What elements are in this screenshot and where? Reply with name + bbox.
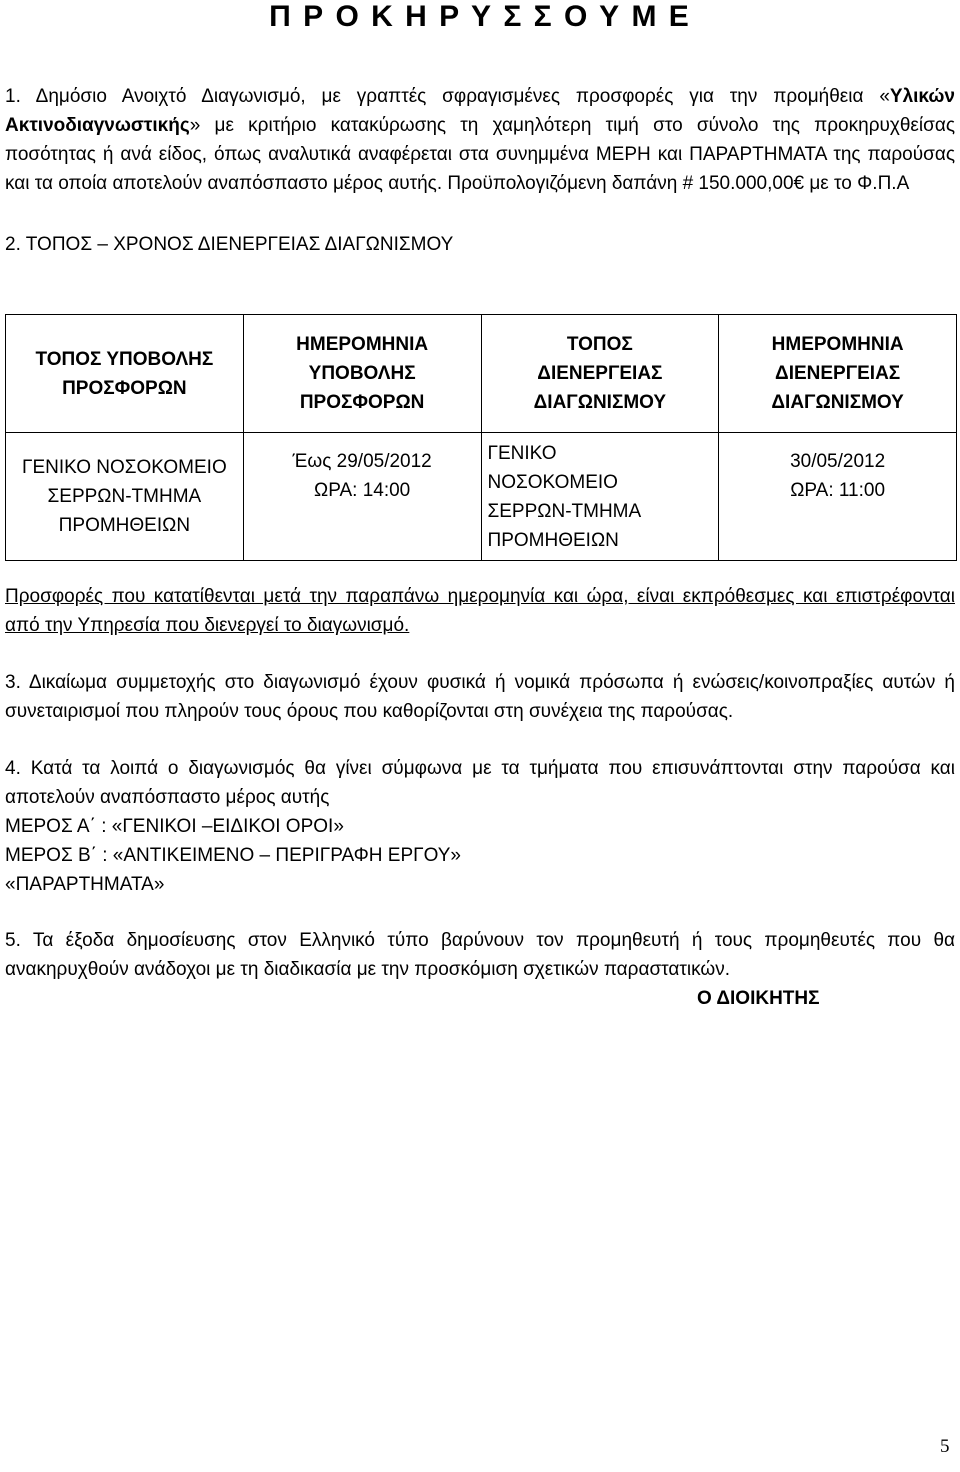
header-line: ΠΡΟΣΦΟΡΩΝ xyxy=(299,392,425,413)
cell-submission-place xyxy=(6,433,244,561)
header-line: ΠΡΟΣΦΟΡΩΝ xyxy=(62,377,187,399)
section-2-heading: 2. ΤΟΠΟΣ – ΧΡΟΝΟΣ ΔΙΕΝΕΡΓΕΙΑΣ ΔΙΑΓΩΝΙΣΜΟΥ xyxy=(5,234,454,255)
page-number: 5 xyxy=(940,1436,950,1457)
cell-line: ΣΕΡΡΩΝ-ΤΜΗΜΑ xyxy=(487,500,642,522)
schedule-header-row xyxy=(6,315,957,433)
header-line: ΗΜΕΡΟΜΗΝΙΑ xyxy=(771,334,904,355)
section-5-paragraph: 5. Τα έξοδα δημοσίευσης στον Ελληνικό τύπο βαρύνουν τον προμηθευτή ή τους προμηθευτές που θα ανακηρυχθούν ανάδοχοι με τη διαδικασία με την προσκόμιση σχετικών παραστατικών. xyxy=(5,930,955,980)
cell-line: ΓΕΝΙΚΟ ΝΟΣΟΚΟΜΕΙΟ xyxy=(22,457,227,478)
annexes-line: «ΠΑΡΑΡΤΗΜΑΤΑ» xyxy=(5,874,165,895)
cell-line: 30/05/2012 xyxy=(790,451,886,472)
document-title: Π Ρ Ο Κ Η Ρ Υ Σ Σ Ο Υ Μ Ε xyxy=(269,0,691,33)
header-line: ΔΙΑΓΩΝΙΣΜΟΥ xyxy=(533,392,667,413)
part-a-line: ΜΕΡΟΣ Α΄ : «ΓΕΝΙΚΟΙ –ΕΙΔΙΚΟΙ ΟΡΟΙ» xyxy=(5,816,344,837)
header-line: ΔΙΕΝΕΡΓΕΙΑΣ xyxy=(775,363,901,384)
section-1-item-name: Υλικών Ακτινοδιαγνωστικής xyxy=(5,86,955,136)
cell-line: ΠΡΟΜΗΘΕΙΩΝ xyxy=(58,515,191,536)
part-b-line: ΜΕΡΟΣ Β΄ : «ΑΝΤΙΚΕΙΜΕΝΟ – ΠΕΡΙΓΡΑΦΗ ΕΡΓΟΥ» xyxy=(5,845,461,866)
cell-line: ΝΟΣΟΚΟΜΕΙΟ xyxy=(487,471,618,493)
header-line: ΔΙΕΝΕΡΓΕΙΑΣ xyxy=(537,363,663,384)
header-tender-place xyxy=(481,315,719,433)
signature-title: Ο ΔΙΟΙΚΗΤΗΣ xyxy=(697,988,820,1009)
header-submission-date xyxy=(243,315,481,433)
section-1-lead: 1. Δημόσιο Ανοιχτό Διαγωνισμό, με γραπτές σφραγισμένες προσφορές για την προμήθεια « xyxy=(5,86,890,107)
section-1-rest: » με κριτήριο κατακύρωσης τη χαμηλότερη τιμή στο σύνολο της προκηρυχθείσας ποσότητας ή ανά είδος, όπως αναλυτικά αναφέρεται στα συνημμένα ΜΕΡΗ και ΠΑΡΑΡΤΗΜΑΤΑ της παρούσας και τα οποία αποτελούν αναπόσπαστο μέρος αυτής. Προϋπολογιζόμενη δαπάνη # 150.000,00€ με το Φ.Π.Α xyxy=(5,115,955,194)
section-4-block xyxy=(5,754,955,899)
schedule-data-row xyxy=(6,433,957,561)
header-line: ΤΟΠΟΣ ΥΠΟΒΟΛΗΣ xyxy=(35,348,214,370)
header-submission-place xyxy=(6,315,244,433)
header-line: ΗΜΕΡΟΜΗΝΙΑ xyxy=(296,334,429,355)
cell-tender-place xyxy=(481,433,719,561)
cell-line: ΩΡΑ: 11:00 xyxy=(790,480,886,501)
cell-line: ΣΕΡΡΩΝ-ΤΜΗΜΑ xyxy=(47,486,202,507)
cell-tender-date xyxy=(719,433,957,561)
header-line: ΥΠΟΒΟΛΗΣ xyxy=(308,363,416,384)
header-tender-date xyxy=(719,315,957,433)
cell-line: ΠΡΟΜΗΘΕΙΩΝ xyxy=(487,529,619,551)
late-submission-note: Προσφορές που κατατίθενται μετά την παραπάνω ημερομηνία και ώρα, είναι εκπρόθεσμες και επιστρέφονται από την Υπηρεσία που διενεργεί το διαγωνισμό. xyxy=(5,586,955,636)
cell-line: ΩΡΑ: 14:00 xyxy=(314,480,411,501)
cell-line: ΓΕΝΙΚΟ xyxy=(487,442,557,464)
section-4-paragraph: 4. Κατά τα λοιπά ο διαγωνισμός θα γίνει σύμφωνα με τα τμήματα που επισυνάπτονται στην παρούσα και αποτελούν αναπόσπαστο μέρος αυτής xyxy=(5,758,955,808)
cell-submission-date xyxy=(243,433,481,561)
section-3-paragraph: 3. Δικαίωμα συμμετοχής στο διαγωνισμό έχουν φυσικά ή νομικά πρόσωπα ή ενώσεις/κοινοπραξίες αυτών ή συνεταιρισμοί που πληρούν τους όρους που καθορίζονται στη συνέχεια της παρούσας. xyxy=(5,672,955,722)
schedule-table xyxy=(5,314,957,561)
cell-line: Έως 29/05/2012 xyxy=(292,451,432,472)
header-line: ΔΙΑΓΩΝΙΣΜΟΥ xyxy=(771,392,904,413)
header-line: ΤΟΠΟΣ xyxy=(566,334,633,355)
section-1-paragraph xyxy=(5,82,955,198)
